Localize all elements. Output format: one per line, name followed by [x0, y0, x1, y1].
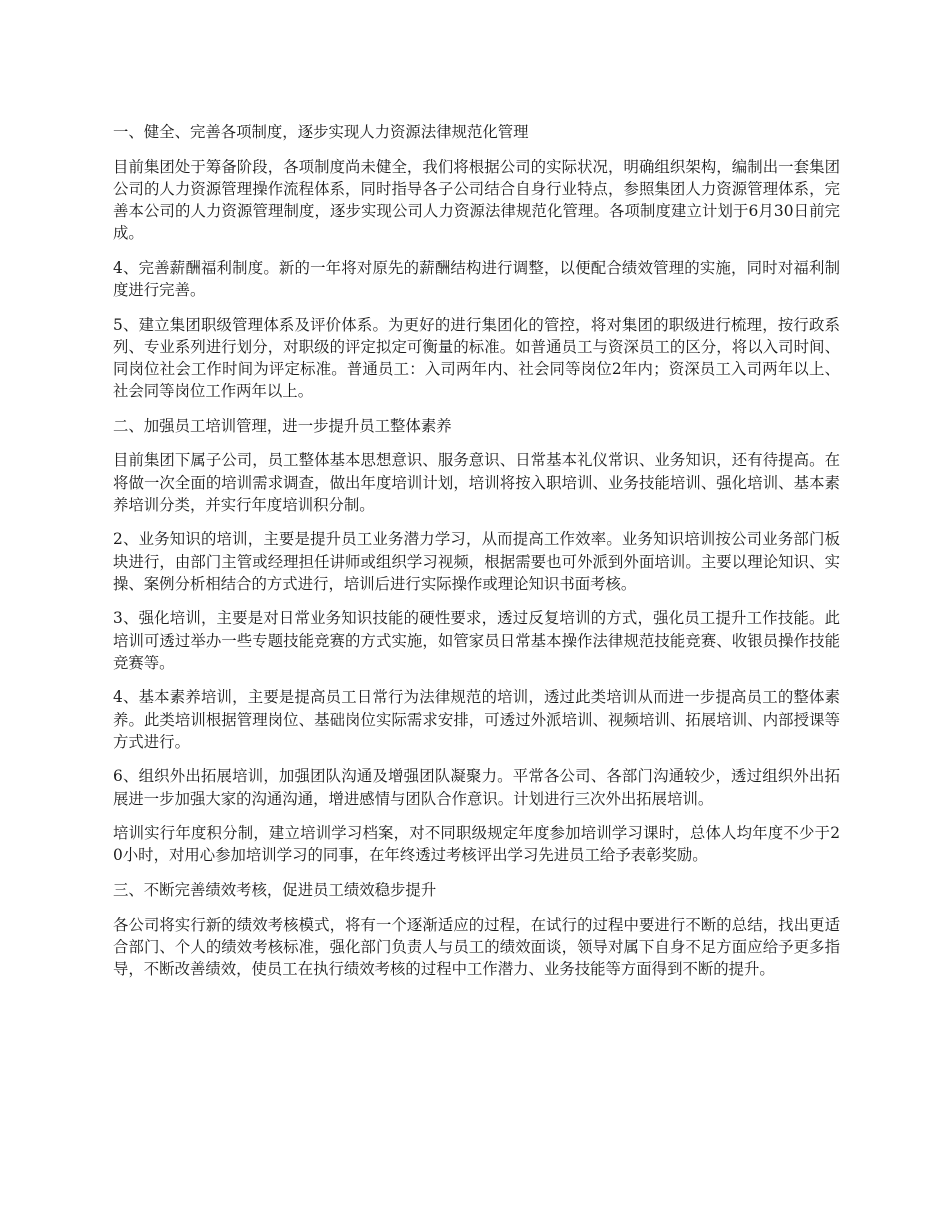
paragraph-compensation: 4、完善薪酬福利制度。新的一年将对原先的薪酬结构进行调整，以便配合绩效管理的实施，同时对福利制度进行完善。 — [113, 258, 840, 299]
paragraph-training-overview: 目前集团下属子公司，员工整体基本思想意识、服务意识、日常基本礼仪常识、业务知识，还有待提高。在将做一次全面的培训需求调查，做出年度培训计划，培训将按入职培训、业务技能培训、强化培训、基本素养培训分类，并实行年度培训积分制。 — [113, 451, 840, 514]
section-heading-2: 二、加强员工培训管理，进一步提升员工整体素养 — [113, 416, 452, 435]
paragraph-performance: 各公司将实行新的绩效考核模式，将有一个逐渐适应的过程，在试行的过程中要进行不断的总结，找出更适合部门、个人的绩效考核标准，强化部门负责人与员工的绩效面谈，领导对属下自身不足方面应给予更多指导，不断改善绩效，使员工在执行绩效考核的过程中工作潜力、业务技能等方面得到不断的提升。 — [113, 915, 840, 978]
paragraph-intensive-training: 3、强化培训，主要是对日常业务知识技能的硬性要求，透过反复培训的方式，强化员工提升工作技能。此培训可透过举办一些专题技能竞赛的方式实施，如管家员日常基本操作法律规范技能竞赛、收银员操作技能竞赛等。 — [113, 609, 840, 672]
paragraph-training-credits: 培训实行年度积分制，建立培训学习档案，对不同职级规定年度参加培训学习课时，总体人均年度不少于20小时，对用心参加培训学习的同事，在年终透过考核评出学习先进员工给予表彰奖励。 — [113, 824, 840, 865]
paragraph-outdoor-training: 6、组织外出拓展培训，加强团队沟通及增强团队凝聚力。平常各公司、各部门沟通较少，透过组织外出拓展进一步加强大家的沟通沟通，增进感情与团队合作意识。计划进行三次外出拓展培训。 — [113, 767, 840, 808]
paragraph-grade-system: 5、建立集团职级管理体系及评价体系。为更好的进行集团化的管控，将对集团的职级进行梳理，按行政系列、专业系列进行划分，对职级的评定拟定可衡量的标准。如普通员工与资深员工的区分，将以入司时间、同岗位社会工作时间为评定标准。普通员工：入司两年内、社会同等岗位2年内；资深员工入司两年以上、社会同等岗位工作两年以上。 — [113, 315, 840, 401]
section-heading-3: 三、不断完善绩效考核，促进员工绩效稳步提升 — [113, 880, 437, 899]
paragraph-system-building: 目前集团处于筹备阶段，各项制度尚未健全，我们将根据公司的实际状况，明确组织架构，编制出一套集团公司的人力资源管理操作流程体系，同时指导各子公司结合自身行业特点，参照集团人力资源管理体系，完善本公司的人力资源管理制度，逐步实现公司人力资源法律规范化管理。各项制度建立计划于6月30日前完成。 — [113, 157, 840, 243]
section-heading-1: 一、健全、完善各项制度，逐步实现人力资源法律规范化管理 — [113, 123, 529, 141]
paragraph-basic-training: 4、基本素养培训，主要是提高员工日常行为法律规范的培训，透过此类培训从而进一步提高员工的整体素养。此类培训根据管理岗位、基础岗位实际需求安排，可透过外派培训、视频培训、拓展培训、内部授课等方式进行。 — [113, 688, 840, 751]
paragraph-business-training: 2、业务知识的培训，主要是提升员工业务潜力学习，从而提高工作效率。业务知识培训按公司业务部门板块进行，由部门主管或经理担任讲师或组织学习视频，根据需要也可外派到外面培训。主要以理论知识、实操、案例分析相结合的方式进行，培训后进行实际操作或理论知识书面考核。 — [113, 530, 840, 593]
document-page — [113, 121, 840, 993]
